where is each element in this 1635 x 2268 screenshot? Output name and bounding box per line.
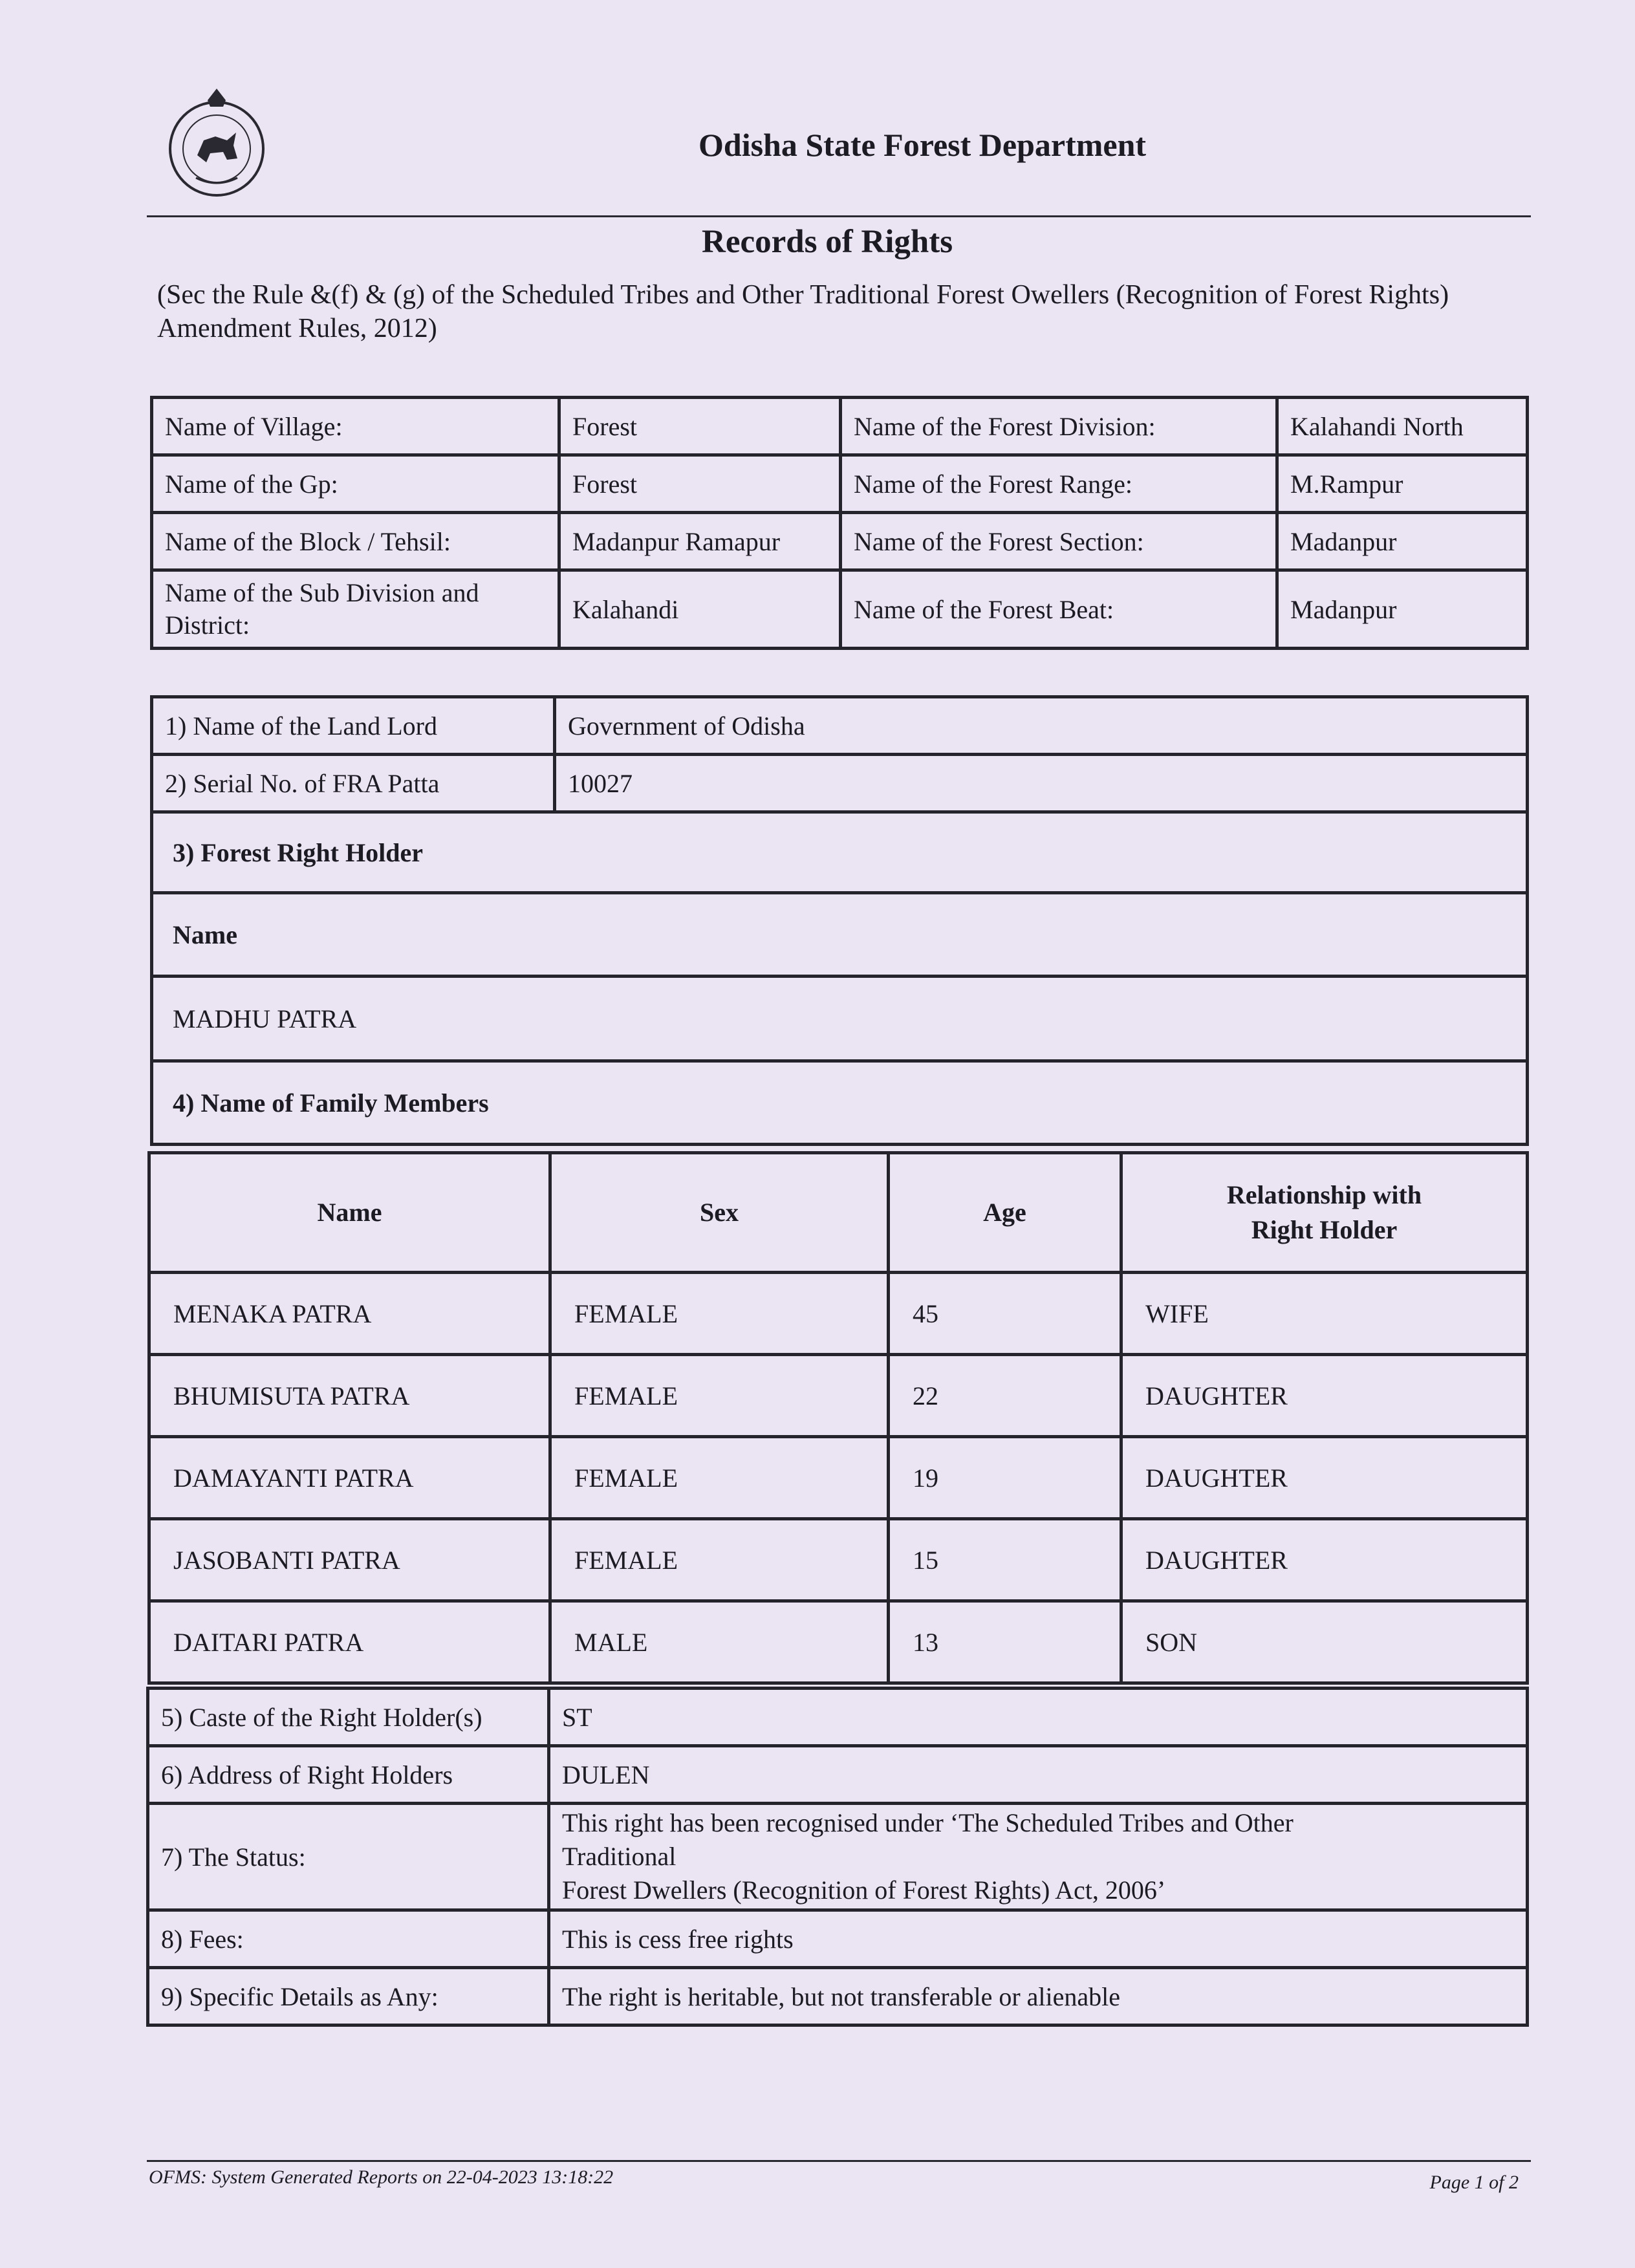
member-name: DAITARI PATRA [149, 1601, 550, 1683]
odisha-state-emblem-icon [165, 81, 268, 204]
gp-value: Forest [559, 455, 841, 513]
table-row [149, 1519, 1528, 1601]
record-table [150, 695, 1529, 1146]
table-row [152, 755, 1528, 812]
header-divider [147, 215, 1531, 217]
address-value: DULEN [549, 1746, 1528, 1804]
column-header-relationship [1121, 1153, 1528, 1273]
table-row [149, 1601, 1528, 1683]
relationship-header-line2: Right Holder [1251, 1215, 1398, 1244]
table-row [152, 1061, 1528, 1145]
table-row [152, 893, 1528, 977]
member-sex: MALE [550, 1601, 889, 1683]
member-name: JASOBANTI PATRA [149, 1519, 550, 1601]
location-table [150, 396, 1529, 650]
member-sex: FEMALE [550, 1355, 889, 1437]
table-row [152, 455, 1528, 513]
block-tehsil-value: Madanpur Ramapur [559, 513, 841, 570]
table-row [148, 1910, 1528, 1968]
member-sex: FEMALE [550, 1437, 889, 1519]
table-row [148, 1804, 1528, 1910]
forest-range-value: M.Rampur [1277, 455, 1528, 513]
sub-division-value: Kalahandi [559, 570, 841, 649]
forest-right-holder-heading: 3) Forest Right Holder [152, 812, 1528, 893]
member-age: 45 [889, 1273, 1121, 1355]
status-line-3: Forest Dwellers (Recognition of Forest Rights) Act, 2006’ [562, 1875, 1166, 1905]
table-row [149, 1355, 1528, 1437]
village-label: Name of Village: [152, 398, 559, 455]
serial-no-label: 2) Serial No. of FRA Patta [152, 755, 555, 812]
specific-details-label: 9) Specific Details as Any: [148, 1968, 549, 2025]
member-age: 19 [889, 1437, 1121, 1519]
forest-beat-label: Name of the Forest Beat: [841, 570, 1277, 649]
address-label: 6) Address of Right Holders [148, 1746, 549, 1804]
table-row [148, 1968, 1528, 2025]
member-sex: FEMALE [550, 1519, 889, 1601]
member-name: BHUMISUTA PATRA [149, 1355, 550, 1437]
land-lord-value: Government of Odisha [555, 697, 1528, 755]
forest-section-label: Name of the Forest Section: [841, 513, 1277, 570]
column-header-age: Age [889, 1153, 1121, 1273]
table-row [152, 513, 1528, 570]
forest-section-value: Madanpur [1277, 513, 1528, 570]
table-row [149, 1437, 1528, 1519]
generated-timestamp: OFMS: System Generated Reports on 22-04-2023 13:18:22 [149, 2166, 614, 2188]
table-row [152, 398, 1528, 455]
caste-label: 5) Caste of the Right Holder(s) [148, 1689, 549, 1746]
table-row [148, 1746, 1528, 1804]
specific-details-value: The right is heritable, but not transferable or alienable [549, 1968, 1528, 2025]
holder-name-label: Name [152, 893, 1528, 977]
column-header-sex: Sex [550, 1153, 889, 1273]
member-name: MENAKA PATRA [149, 1273, 550, 1355]
member-relation: SON [1121, 1601, 1528, 1683]
caste-value: ST [549, 1689, 1528, 1746]
forest-range-label: Name of the Forest Range: [841, 455, 1277, 513]
member-age: 15 [889, 1519, 1121, 1601]
table-row [152, 697, 1528, 755]
relationship-header-line1: Relationship with [1226, 1180, 1422, 1209]
status-line-1: This right has been recognised under ‘The Scheduled Tribes and Other [562, 1808, 1294, 1837]
status-line-2: Traditional [562, 1842, 677, 1871]
forest-beat-value: Madanpur [1277, 570, 1528, 649]
fees-value: This is cess free rights [549, 1910, 1528, 1968]
details-table [146, 1687, 1529, 2027]
table-row [152, 977, 1528, 1061]
table-row [149, 1273, 1528, 1355]
serial-no-value: 10027 [555, 755, 1528, 812]
table-row [152, 570, 1528, 649]
family-members-heading: 4) Name of Family Members [152, 1061, 1528, 1145]
member-relation: DAUGHTER [1121, 1519, 1528, 1601]
family-members-table [147, 1151, 1529, 1685]
department-title: Odisha State Forest Department [698, 127, 1147, 163]
member-relation: DAUGHTER [1121, 1437, 1528, 1519]
page-number: Page 1 of 2 [1429, 2172, 1519, 2193]
member-relation: DAUGHTER [1121, 1355, 1528, 1437]
column-header-name: Name [149, 1153, 550, 1273]
member-relation: WIFE [1121, 1273, 1528, 1355]
sub-division-label: Name of the Sub Division and District: [152, 570, 559, 649]
holder-name-value: MADHU PATRA [152, 977, 1528, 1061]
block-tehsil-label: Name of the Block / Tehsil: [152, 513, 559, 570]
table-header-row [149, 1153, 1528, 1273]
document-subtitle: (Sec the Rule &(f) & (g) of the Scheduled Tribes and Other Traditional Forest Owellers (Recognition of Forest Rights) Amendment Rules, 2012) [157, 280, 1449, 343]
member-age: 22 [889, 1355, 1121, 1437]
gp-label: Name of the Gp: [152, 455, 559, 513]
member-sex: FEMALE [550, 1273, 889, 1355]
village-value: Forest [559, 398, 841, 455]
status-value [549, 1804, 1528, 1910]
land-lord-label: 1) Name of the Land Lord [152, 697, 555, 755]
document-title: Records of Rights [702, 224, 953, 260]
member-name: DAMAYANTI PATRA [149, 1437, 550, 1519]
member-age: 13 [889, 1601, 1121, 1683]
table-row [152, 812, 1528, 893]
table-row [148, 1689, 1528, 1746]
forest-division-value: Kalahandi North [1277, 398, 1528, 455]
forest-division-label: Name of the Forest Division: [841, 398, 1277, 455]
fees-label: 8) Fees: [148, 1910, 549, 1968]
footer-divider [147, 2160, 1531, 2162]
status-label: 7) The Status: [148, 1804, 549, 1910]
